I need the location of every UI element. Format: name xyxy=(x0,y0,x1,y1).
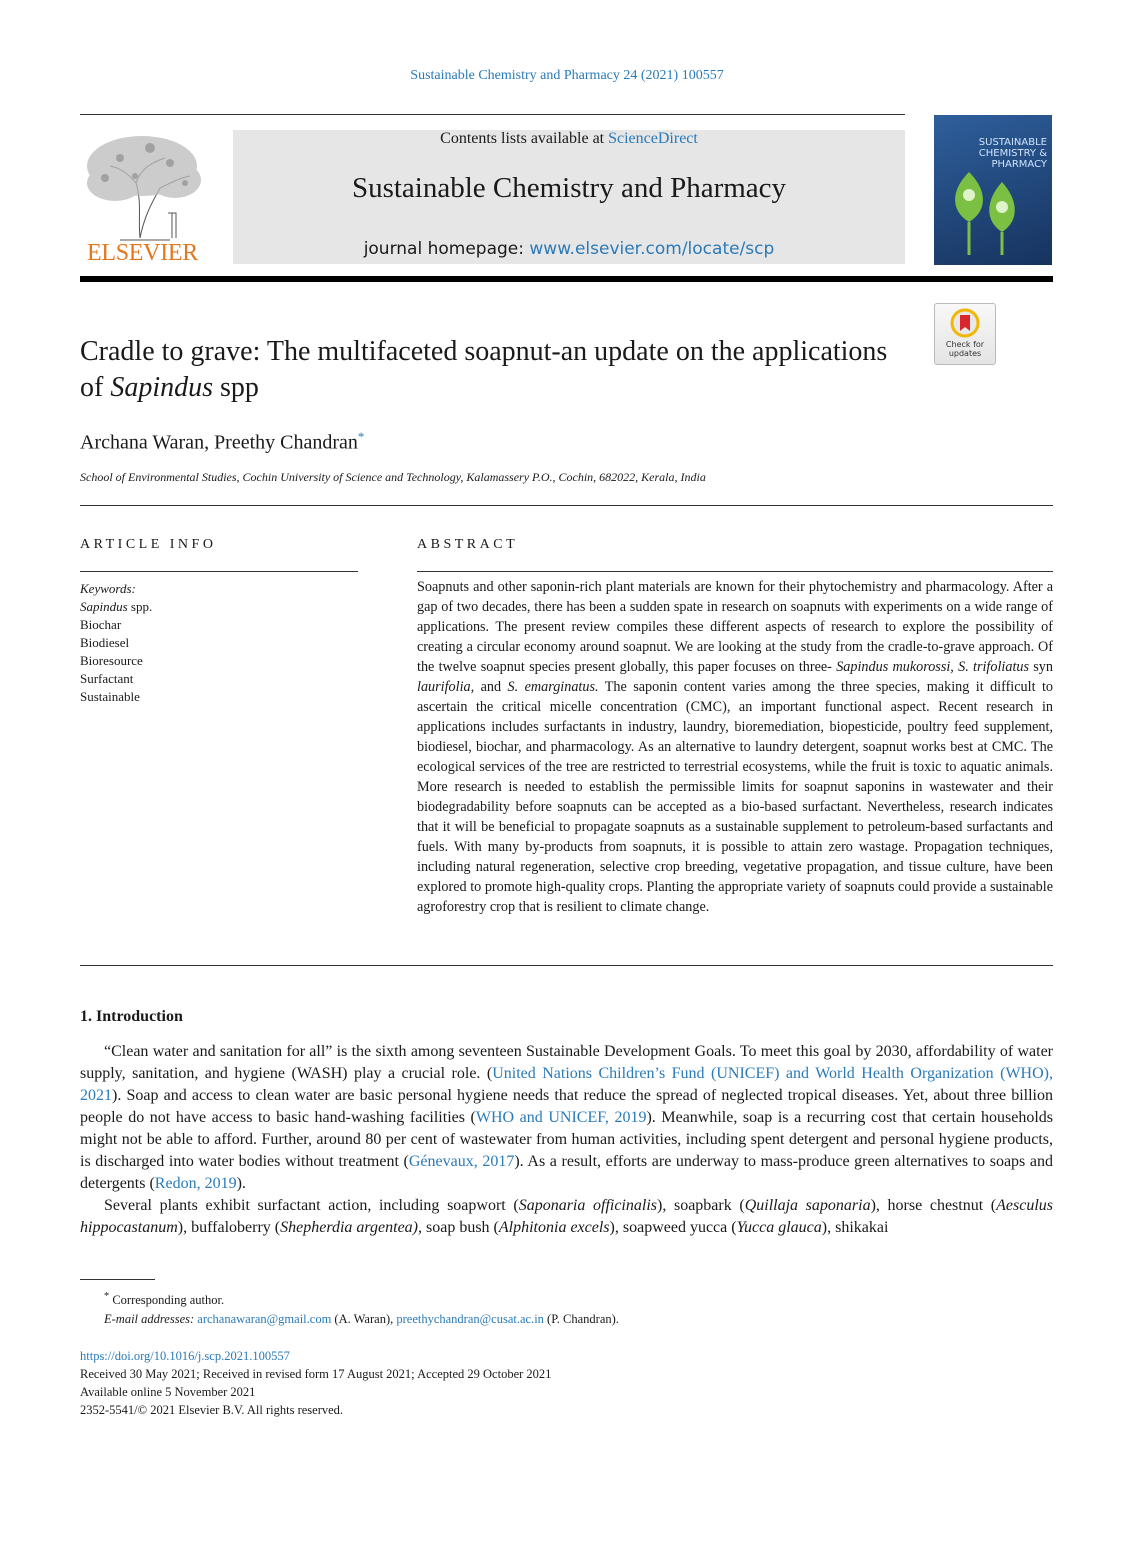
email-footnote: E-mail addresses: archanawaran@gmail.com (A. Waran), preethychandran@cusat.ac.in (P. Chandran). xyxy=(104,1312,619,1327)
cover-title: SUSTAINABLE CHEMISTRY & PHARMACY xyxy=(978,137,1047,170)
journal-name: Sustainable Chemistry and Pharmacy xyxy=(351,172,787,204)
keyword-item: Sapindus spp. xyxy=(80,599,153,614)
header-thick-rule xyxy=(80,276,1053,282)
bookmark-icon xyxy=(950,308,980,338)
keyword-item: Biodiesel xyxy=(80,635,130,650)
cover-leaf-icon xyxy=(944,167,1044,262)
received-dates: Received 30 May 2021; Received in revised form 17 August 2021; Accepted 29 October 2021 xyxy=(80,1367,552,1381)
contents-available-line xyxy=(233,130,905,148)
title-italic: Sapindus xyxy=(110,372,214,403)
journal-reference[interactable]: Sustainable Chemistry and Pharmacy 24 (2021) 100557 xyxy=(410,68,724,83)
title-part-1: Cradle to grave: The multifaceted soapnut-an update on the applications of xyxy=(80,336,888,403)
affiliation: School of Environmental Studies, Cochin University of Science and Technology, Kalamassery P.O., Cochin, 682022, Kerala, India xyxy=(80,470,706,484)
citation-link[interactable]: Redon, 2019 xyxy=(154,1175,237,1192)
sciencedirect-link[interactable]: ScienceDirect xyxy=(608,130,698,147)
keyword-item: Bioresource xyxy=(80,653,143,668)
abstract-rule xyxy=(417,571,1053,572)
header-rule xyxy=(80,114,905,115)
publication-info xyxy=(80,1347,551,1419)
abstract-heading: ABSTRACT xyxy=(417,537,519,552)
check-for-updates-badge[interactable] xyxy=(934,303,996,365)
footnotes xyxy=(104,1287,619,1329)
email-link[interactable]: preethychandran@cusat.ac.in xyxy=(396,1312,544,1327)
keywords-label: Keywords: xyxy=(80,581,136,596)
copyright: 2352-5541/© 2021 Elsevier B.V. All rights reserved. xyxy=(80,1403,344,1417)
contents-prefix: Contents lists available at xyxy=(440,130,609,147)
corresponding-footnote: * Corresponding author. xyxy=(104,1291,225,1308)
corresponding-author-mark[interactable]: * xyxy=(357,429,365,444)
intro-paragraph: “Clean water and sanitation for all” is the sixth among seventeen Sustainable Development Goals. To meet this goal by 2030, affordability of water supply, sanitation, and hygiene (WASH) play a crucial role. (United Nations Children’s Fund (UNICEF) and World Health Organization (WHO), 2021). Soap and access to clean water are basic personal hygiene needs that reduce the spread of neglected tropical diseases. Yet, about three billion people do not have access to basic hand-washing facilities (WHO and UNICEF, 2019). Meanwhile, soap is a recurring cost that certain households might not be able to afford. Further, around 80 per cent of wastewater from human activities, including spent detergent and personal hygiene products, is discharged into water bodies without treatment (Génevaux, 2017). As a result, efforts are underway to mass-produce green alternatives to soaps and detergents (Redon, 2019). xyxy=(80,1043,1054,1192)
introduction-heading: 1. Introduction xyxy=(80,1008,183,1025)
citation-link[interactable]: WHO and UNICEF, 2019 xyxy=(475,1109,647,1126)
keyword-item: Biochar xyxy=(80,617,122,632)
citation-link[interactable]: United Nations Children’s Fund (UNICEF) and World Health Organization (WHO), 2021 xyxy=(80,1065,1053,1104)
introduction-body xyxy=(80,1041,1053,1239)
doi-link[interactable]: https://doi.org/10.1016/j.scp.2021.100557 xyxy=(80,1349,290,1363)
elsevier-wordmark[interactable]: ELSEVIER xyxy=(87,240,198,266)
available-online: Available online 5 November 2021 xyxy=(80,1385,256,1399)
article-info-heading: ARTICLE INFO xyxy=(80,537,217,552)
check-for-updates-label: Check for updates xyxy=(945,340,985,358)
keywords-list xyxy=(80,580,152,706)
journal-homepage-link[interactable]: www.elsevier.com/locate/scp xyxy=(529,239,775,259)
keyword-item: Surfactant xyxy=(80,671,134,686)
author-names: Archana Waran, Preethy Chandran xyxy=(80,431,358,454)
email-link[interactable]: archanawaran@gmail.com xyxy=(197,1312,332,1327)
title-part-2: spp xyxy=(213,372,259,403)
homepage-prefix: journal homepage: xyxy=(363,239,530,259)
citation-link[interactable]: Génevaux, 2017 xyxy=(408,1153,515,1170)
keyword-item: Sustainable xyxy=(80,689,140,704)
divider-rule xyxy=(80,965,1053,966)
journal-homepage-line xyxy=(233,239,905,259)
article-title xyxy=(80,334,910,406)
divider-rule xyxy=(80,505,1053,506)
authors xyxy=(80,429,364,455)
journal-cover[interactable] xyxy=(934,115,1052,265)
footnote-rule xyxy=(80,1279,155,1280)
intro-paragraph: Several plants exhibit surfactant action, including soapwort (Saponaria officinalis), soapbark (Quillaja saponaria), horse chestnut (Aesculus hippocastanum), buffaloberry (Shepherdia argentea), soap bush (Alphitonia excels), soapweed yucca (Yucca glauca), shikakai xyxy=(80,1197,1053,1236)
abstract-text: Soapnuts and other saponin-rich plant materials are known for their phytochemistry and pharmacology. After a gap of two decades, there has been a sudden spate in research on soapnuts with experiments on a wide range of applications. The present review compiles these different aspects of research to explore the possibility of creating a circular economy around soapnut. We are looking at the study from the cradle-to-grave approach. Of the twelve soapnut species present globally, this paper focuses on three- Sapindus mukorossi, S. trifoliatus syn laurifolia, and S. emarginatus. The saponin content varies among the three species, making it difficult to ascertain the critical micelle concentration (CMC), an important functional aspect. Recent research in applications includes surfactants in industry, laundry, bioremediation, biopesticide, poultry feed supplement, biodiesel, biochar, and pharmacology. As an alternative to laundry detergent, soapnut works best at CMC. The ecological services of the tree are restricted to terrestrial ecosystems, while the fruit is toxic to aquatic animals. More research is needed to establish the permissible limits for soapnut saponins in wastewater and their biodegradability before soapnuts can be accepted as a bio-based surfactant. Nevertheless, research indicates that it will be beneficial to propagate soapnuts as a sustainable supplement to petroleum-based surfactants and fuels. With many by-products from soapnuts, it is possible to attain zero wastage. Propagation techniques, including natural regeneration, selective crop breeding, vegetative propagation, and tissue culture, have been explored to promote high-quality crops. Planting the appropriate variety of soapnuts could provide a sustainable agroforestry crop that is resilient to climate change. xyxy=(417,579,1053,915)
article-info-rule xyxy=(80,571,358,572)
